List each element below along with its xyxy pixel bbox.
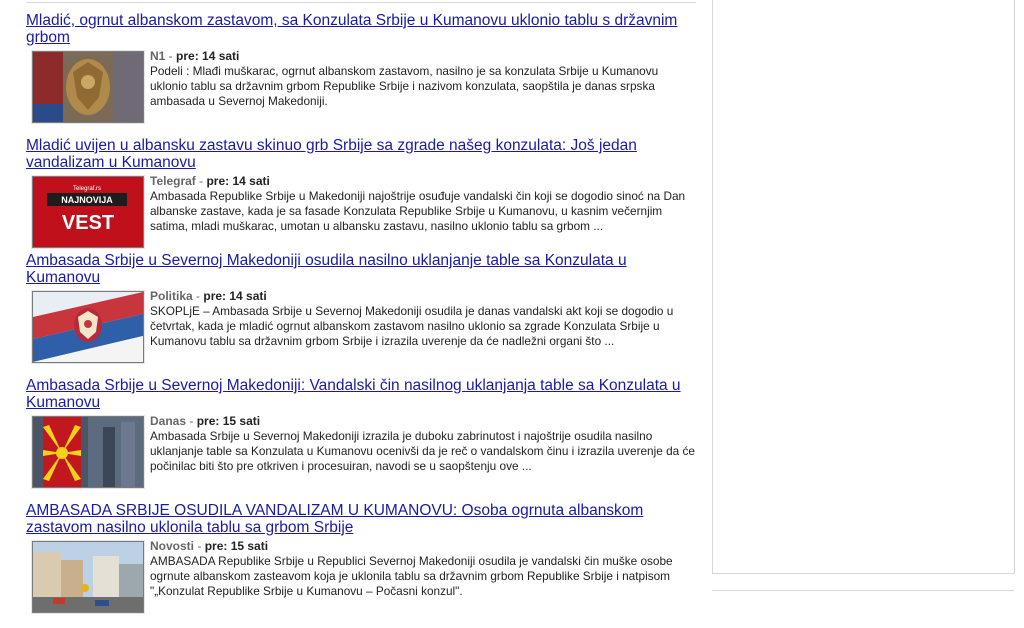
article-body — [150, 49, 698, 123]
article-title-link[interactable]: Mladić, ogrnut albanskom zastavom, sa Konzulata Srbije u Kumanovu uklonio tablu s državnim grbom — [26, 12, 678, 46]
article-row — [26, 174, 698, 248]
article-meta — [150, 414, 698, 429]
article-body — [150, 414, 698, 488]
thumb-big-text: VEST — [61, 212, 115, 234]
article-meta — [150, 49, 698, 64]
article-thumbnail[interactable] — [32, 176, 144, 248]
news-item — [26, 137, 698, 248]
article-thumbnail[interactable] — [32, 416, 144, 488]
article-row — [26, 414, 698, 488]
thumb-small-text: Telegraf.rs — [72, 186, 102, 192]
street-scene-image — [33, 542, 143, 612]
news-item — [26, 252, 698, 363]
article-title-link[interactable]: Ambasada Srbije u Severnoj Makedoniji: Vandalski čin nasilnog uklanjanja table sa Konzulata u Kumanovu — [26, 377, 681, 411]
article-thumbnail[interactable] — [32, 541, 144, 613]
article-meta — [150, 289, 698, 304]
meta-separator: - — [186, 414, 197, 428]
article-snippet: AMBASADA Republike Srbije u Republici Severnoj Makedoniji osudila je vandalski čin muške osobe ogrnute albanskom zasteavom koja je uklonila tablu sa državnim grbom Republike Srbije i natpisom "„Konzulat Republike Srbije u Kumanovu – Počasni konzul". — [150, 554, 673, 598]
article-meta — [150, 539, 698, 554]
publish-time: pre: 14 sati — [203, 289, 267, 303]
source-name[interactable]: Novosti — [150, 539, 195, 553]
publish-time: pre: 15 sati — [196, 414, 261, 428]
thumb-top-text: NAJNOVIJA — [61, 195, 113, 205]
article-snippet: Podeli : Mlađi muškarac, ogrnut albanskom zastavom, nasilno je sa konzulata Srbije u Kumanovu uklonio tablu sa državnim grbom Republike Srbije i nazivom konzulata, saopštila je danas srpska ambasada u Severnoj Makedoniji. — [150, 64, 659, 108]
article-body — [150, 539, 698, 613]
news-item — [26, 12, 698, 123]
source-name[interactable]: Telegraf — [150, 174, 196, 188]
news-item — [26, 502, 698, 613]
article-row — [26, 539, 698, 613]
article-body — [150, 289, 698, 363]
article-title-link[interactable]: AMBASADA SRBIJE OSUDILA VANDALIZAM U KUMANOVU: Osoba ogrnuta albanskom zastavom nasilno uklonila tablu sa grbom Srbije — [26, 502, 644, 536]
article-snippet: Ambasada Srbije u Severnoj Makedoniji izrazila je duboku zabrinutost i najoštrije osudila nasilno uklanjanje table sa Konzulata u Kumanovu ocenivši da je reč o vandalskom činu i izrazila uverenje da će počinilac biti što pre otkriven i procesuiran, navodi se u saopštenju ove ... — [150, 429, 695, 473]
top-divider — [26, 2, 696, 3]
article-row — [26, 289, 698, 363]
article-snippet: SKOPLjE – Ambasada Srbije u Severnoj Makedoniji osudila je danas vandalski akt koji se dogodio u četvrtak, kada je mladić ogrnut albanskom zastavom nasilno uklonio sa zgrade Konzulata Srbije u Kumanovu tablu sa državnim grbom Srbije i izrazila uverenje da će nadležni organi što ... — [150, 304, 674, 348]
sidebar-ad-box — [712, 0, 1015, 574]
macedonian-flag-image — [33, 417, 143, 487]
article-snippet: Ambasada Republike Srbije u Makedoniji najoštrije osuđuje vandalski čin koji se dogodio sinoć na Dan albanske zastave, kada je sa fasade Konzulata Republike Srbije u Kumanovu, u kasnim večernjim satima, mladi muškarac, umotan u albansku zastavu, nasilno uklonio tablu sa grbom ... — [150, 189, 686, 233]
publish-time: pre: 14 sati — [176, 49, 240, 63]
article-title-link[interactable]: Ambasada Srbije u Severnoj Makedoniji osudila nasilno uklanjanje table sa Konzulata u Kumanovu — [26, 252, 627, 286]
news-item — [26, 377, 698, 488]
publish-time: pre: 15 sati — [204, 539, 269, 553]
publish-time: pre: 14 sati — [206, 174, 270, 188]
source-name[interactable]: N1 — [150, 49, 166, 63]
article-meta — [150, 174, 698, 189]
breaking-news-image — [33, 177, 143, 247]
sidebar-divider — [712, 590, 1014, 591]
article-title-link[interactable]: Mladić uvijen u albansku zastavu skinuo grb Srbije sa zgrade našeg konzulata: Još jedan vandalizam u Kumanovu — [26, 137, 637, 171]
meta-separator: - — [165, 49, 177, 63]
meta-separator: - — [194, 539, 205, 553]
source-name[interactable]: Politika — [150, 289, 193, 303]
article-body — [150, 174, 698, 248]
news-feed — [26, 12, 698, 627]
article-row — [26, 49, 698, 123]
meta-separator: - — [192, 289, 204, 303]
meta-separator: - — [195, 174, 207, 188]
source-name[interactable]: Danas — [150, 414, 187, 428]
article-thumbnail[interactable] — [32, 291, 144, 363]
serbian-flag-image — [33, 292, 143, 362]
coat-of-arms-image — [33, 52, 143, 122]
article-thumbnail[interactable] — [32, 51, 144, 123]
